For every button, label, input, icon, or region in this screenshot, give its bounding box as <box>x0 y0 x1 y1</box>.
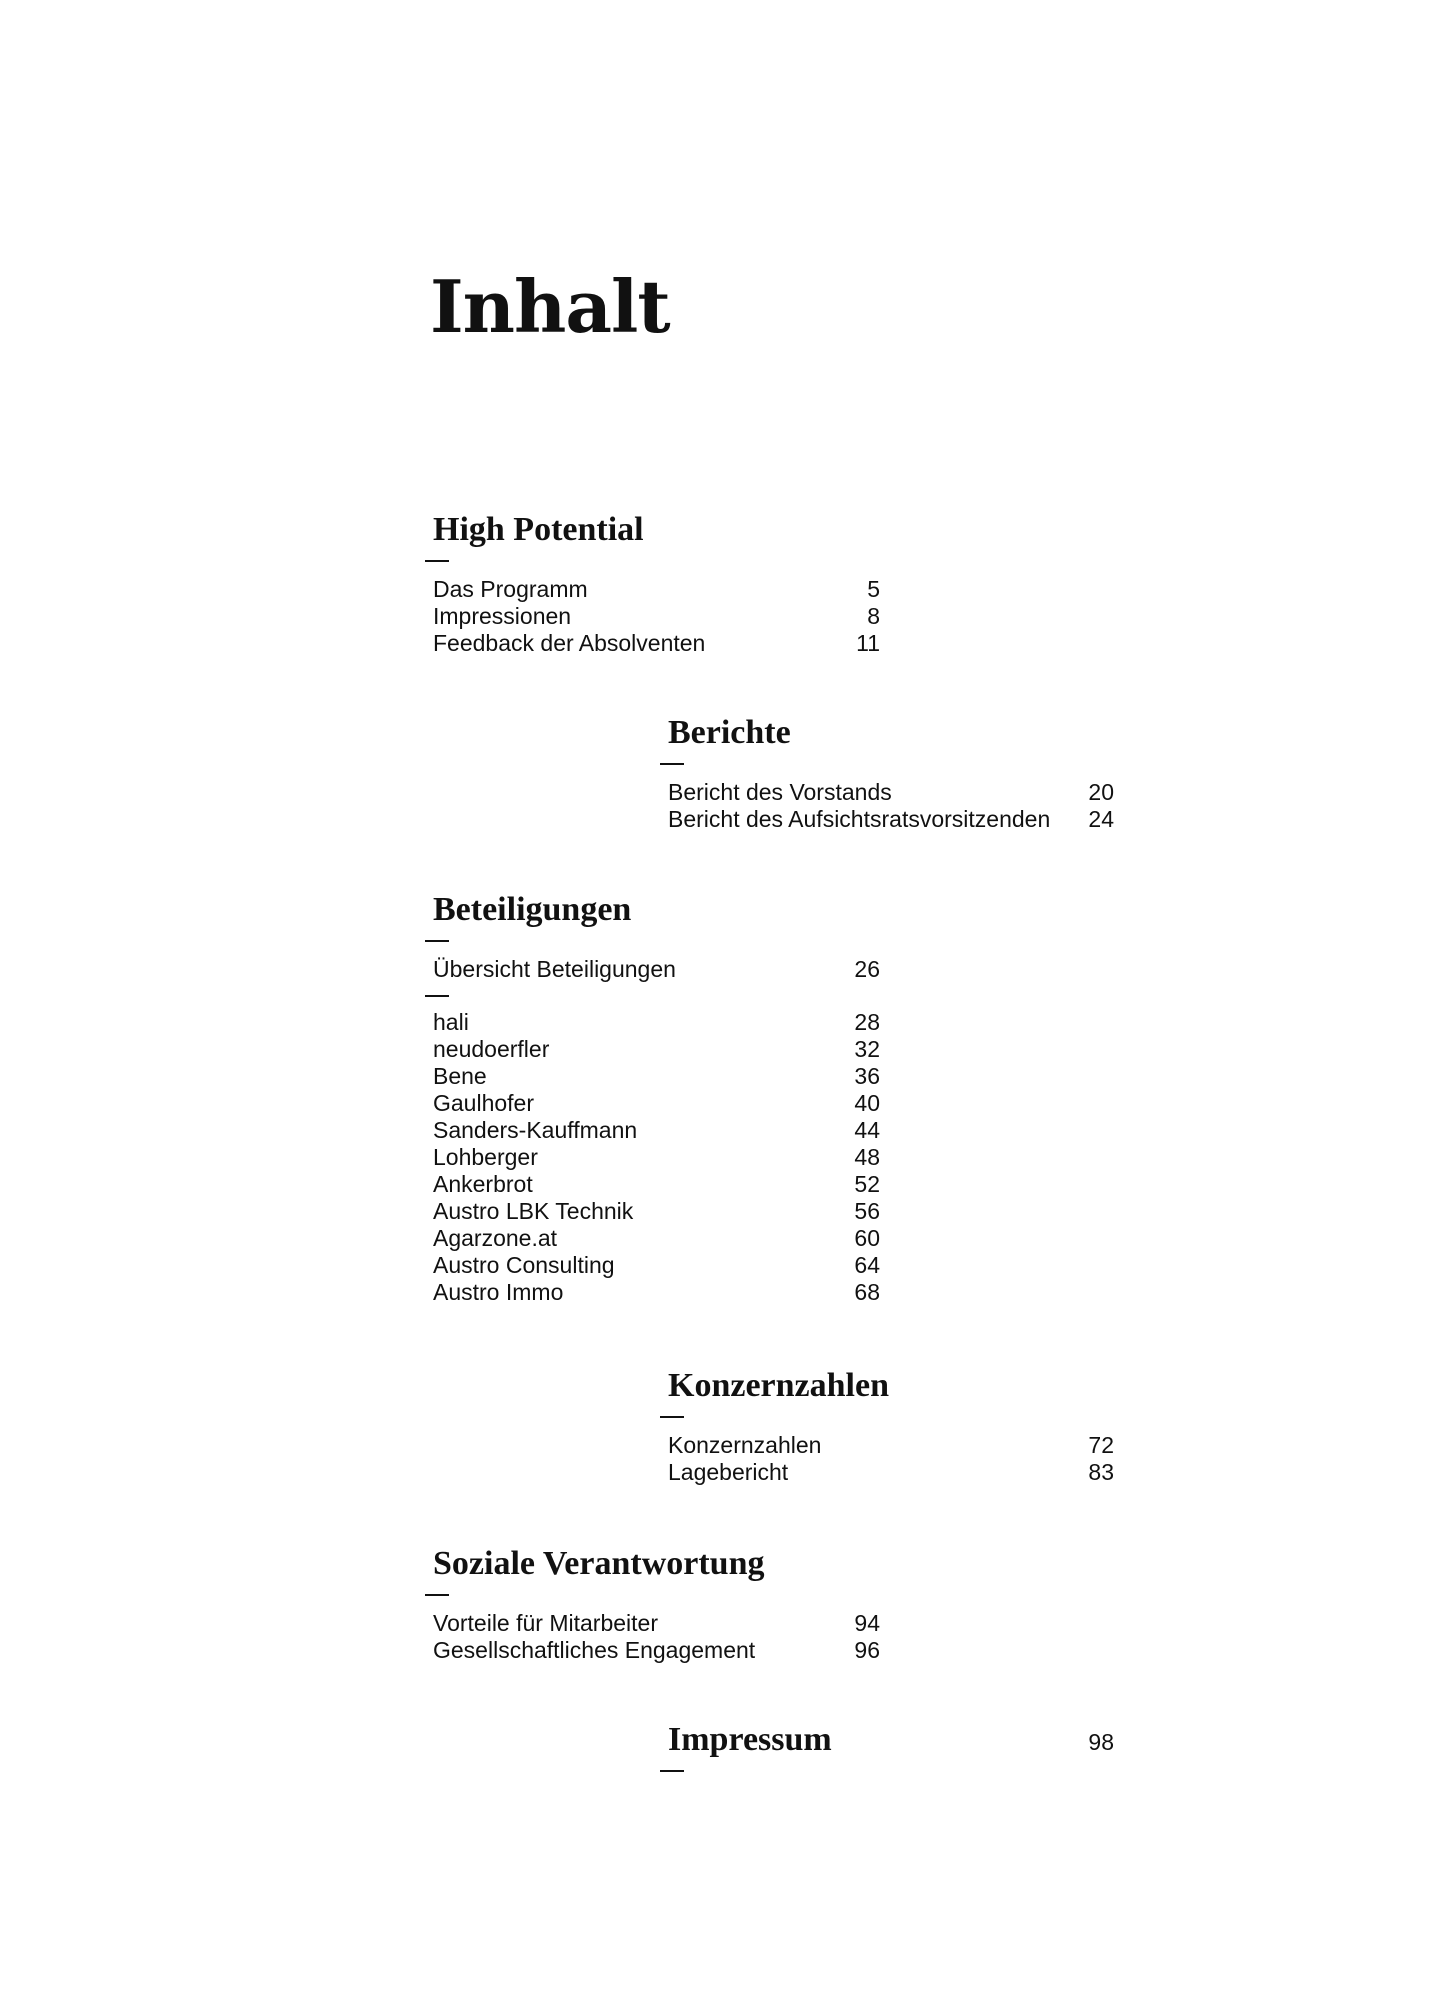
toc-entry[interactable] <box>433 576 880 603</box>
section-heading: Konzernzahlen <box>668 1367 889 1404</box>
section-heading: Beteiligungen <box>433 891 632 928</box>
entry-page-number: 48 <box>854 1144 880 1170</box>
toc-entry[interactable] <box>668 1459 1114 1486</box>
toc-entry[interactable] <box>433 603 880 630</box>
toc-entry[interactable] <box>433 1009 880 1036</box>
entry-page-number: 5 <box>867 576 880 602</box>
toc-entry[interactable] <box>668 806 1114 833</box>
entry-page-number: 68 <box>854 1279 880 1305</box>
section-heading: High Potential <box>433 511 644 548</box>
entry-label: Austro LBK Technik <box>433 1198 634 1224</box>
section-heading: Impressum <box>668 1721 832 1758</box>
toc-entry[interactable] <box>433 630 880 657</box>
toc-entries <box>433 576 880 657</box>
entry-page-number: 32 <box>854 1036 880 1062</box>
entry-label: hali <box>433 1009 469 1035</box>
toc-section-beteiligungen <box>433 890 880 1306</box>
entry-page-number: 26 <box>854 956 880 982</box>
toc-section-berichte <box>668 713 1114 833</box>
entry-page-number: 98 <box>1088 1729 1114 1755</box>
entry-label: Austro Consulting <box>433 1252 615 1278</box>
toc-entry[interactable] <box>433 1637 880 1664</box>
entry-page-number: 8 <box>867 603 880 629</box>
entry-page-number: 72 <box>1088 1432 1114 1458</box>
toc-entry[interactable] <box>433 1610 880 1637</box>
heading-rule <box>425 1594 449 1596</box>
toc-entry[interactable] <box>433 1063 880 1090</box>
toc-entry[interactable] <box>433 1036 880 1063</box>
toc-entry[interactable] <box>433 1090 880 1117</box>
toc-entries <box>433 1009 880 1306</box>
toc-entry[interactable] <box>433 1171 880 1198</box>
toc-section-soziale-verantwortung <box>433 1544 880 1664</box>
entry-label: Gesellschaftliches Engagement <box>433 1637 756 1663</box>
page-title: Inhalt <box>430 264 670 349</box>
entry-label: Konzernzahlen <box>668 1432 822 1458</box>
entry-label: Übersicht Beteiligungen <box>433 956 676 982</box>
entry-page-number: 94 <box>854 1610 880 1636</box>
entry-page-number: 64 <box>854 1252 880 1278</box>
entry-label: Bene <box>433 1063 487 1089</box>
entry-page-number: 24 <box>1088 806 1114 832</box>
toc-entry[interactable] <box>433 1144 880 1171</box>
toc-entry[interactable] <box>668 1432 1114 1459</box>
entry-label: Impressionen <box>433 603 572 629</box>
heading-rule <box>660 1770 684 1772</box>
entry-label: neudoerfler <box>433 1036 550 1062</box>
entry-page-number: 28 <box>854 1009 880 1035</box>
toc-entries <box>668 1432 1114 1486</box>
heading-rule <box>425 560 449 562</box>
toc-entries <box>668 779 1114 833</box>
divider-rule <box>425 995 449 997</box>
toc-entry[interactable] <box>433 1279 880 1306</box>
entry-page-number: 52 <box>854 1171 880 1197</box>
entry-page-number: 36 <box>854 1063 880 1089</box>
entry-label: Ankerbrot <box>433 1171 533 1197</box>
toc-entry[interactable] <box>433 1225 880 1252</box>
entry-label: Lohberger <box>433 1144 538 1170</box>
entry-page-number: 20 <box>1088 779 1114 805</box>
entry-label: Agarzone.at <box>433 1225 558 1251</box>
heading-rule <box>425 940 449 942</box>
toc-section-konzernzahlen <box>668 1366 1114 1486</box>
entry-label: Austro Immo <box>433 1279 564 1305</box>
entry-label: Bericht des Aufsichtsratsvorsitzenden <box>668 806 1051 832</box>
section-heading: Berichte <box>668 714 791 751</box>
entry-page-number: 40 <box>854 1090 880 1116</box>
heading-rule <box>660 763 684 765</box>
toc-entry[interactable] <box>433 1252 880 1279</box>
entry-page-number: 60 <box>854 1225 880 1251</box>
toc-entry[interactable] <box>433 1198 880 1225</box>
entry-label: Gaulhofer <box>433 1090 535 1116</box>
entry-label: Bericht des Vorstands <box>668 779 892 805</box>
heading-rule <box>660 1416 684 1418</box>
entry-label: Lagebericht <box>668 1459 789 1485</box>
toc-entry[interactable] <box>433 1117 880 1144</box>
entry-page-number: 83 <box>1088 1459 1114 1485</box>
toc-entries <box>433 1610 880 1664</box>
entry-page-number: 11 <box>856 630 880 656</box>
entry-page-number: 56 <box>854 1198 880 1224</box>
toc-overview <box>433 956 880 983</box>
entry-label: Das Programm <box>433 576 588 602</box>
section-heading: Soziale Verantwortung <box>433 1545 765 1582</box>
entry-page-number: 96 <box>854 1637 880 1663</box>
impressum-row[interactable] <box>668 1720 1114 1760</box>
toc-entry[interactable] <box>668 779 1114 806</box>
toc-section-impressum[interactable] <box>668 1720 1114 1772</box>
entry-label: Feedback der Absolventen <box>433 630 706 656</box>
entry-page-number: 44 <box>854 1117 880 1143</box>
toc-section-high-potential <box>433 510 880 657</box>
entry-label: Vorteile für Mitarbeiter <box>433 1610 658 1636</box>
toc-entry-overview[interactable] <box>433 956 880 983</box>
entry-label: Sanders-Kauffmann <box>433 1117 638 1143</box>
